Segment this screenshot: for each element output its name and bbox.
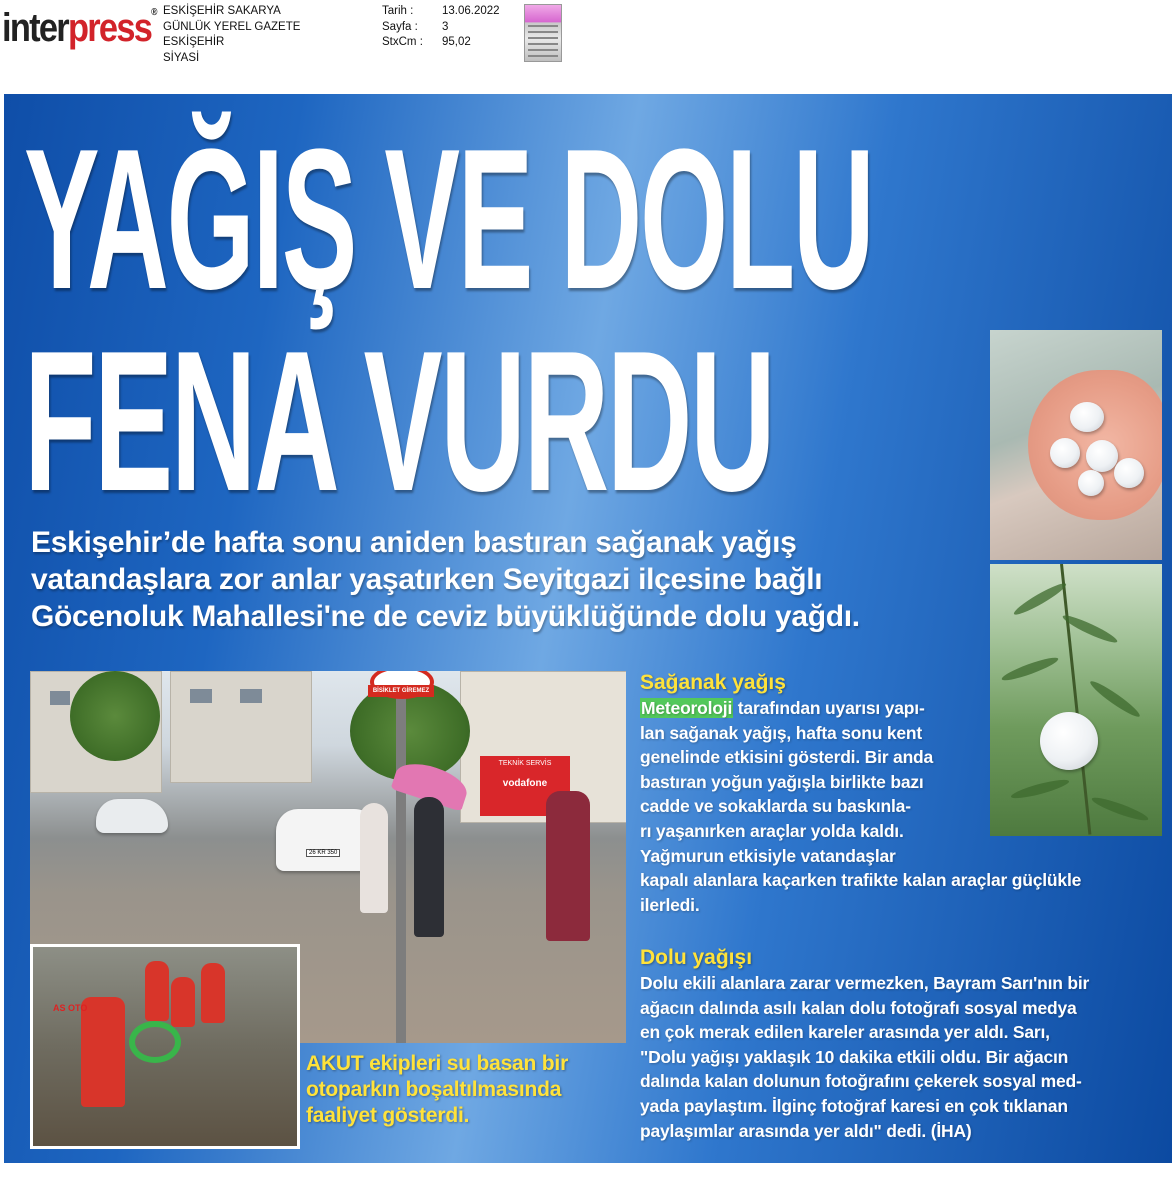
section-saganak-body: Meteoroloji tarafından uyarısı yapı- lan sağanak yağış, hafta sonu kent genelinde etkisini gösterdi. Bir anda bastıran yoğun yağışla birlikte bazı cadde ve sokaklarda su baskınla- rı yaşanırken araçlar yolda kaldı. Yağmurun etkisiyle vatandaşlar kapalı alanlara kaçarken trafikte kalan araçlar güçlükle ilerledi.: [640, 696, 1081, 917]
meta-stxcm: 95,02: [442, 36, 471, 48]
hail-in-hand-photo: [990, 330, 1162, 560]
rescue-worker: [81, 997, 125, 1107]
subheading-dolu: Dolu yağışı: [640, 946, 753, 969]
water-hose: [129, 1021, 181, 1063]
hailstone: [1086, 440, 1118, 472]
caption-line: otoparkın boşaltılmasında: [306, 1078, 562, 1101]
body-line: ilerledi.: [640, 894, 700, 915]
hailstone: [1078, 470, 1104, 496]
headline-line-2: FENA VURDU: [24, 310, 774, 533]
page-thumbnail[interactable]: [524, 4, 562, 62]
section-dolu-body: [640, 971, 1089, 1143]
lead-paragraph: [31, 524, 981, 635]
hailstone: [1114, 458, 1144, 488]
headline-line-1: YAĞIŞ VE DOLU: [24, 108, 873, 331]
body-line: Yağmurun etkisiyle vatandaşlar: [640, 845, 896, 866]
newspaper-clipping: [4, 94, 1172, 1163]
lead-line: Eskişehir’de hafta sonu aniden bastıran sağanak yağış: [31, 526, 797, 559]
shop-sign: vodafone: [502, 778, 548, 789]
rescue-worker: [145, 961, 169, 1021]
photo-caption: [306, 1051, 606, 1129]
body-line: cadde ve sokaklarda su baskınla-: [640, 796, 911, 817]
clipping-header: [0, 0, 1176, 92]
meta-line: ESKİŞEHİR: [163, 36, 225, 48]
body-line: kapalı alanlara kaçarken trafikte kalan araçlar güçlükle: [640, 870, 1082, 891]
pedestrian: [360, 803, 388, 913]
body-line: en çok merak edilen kareler arasında yer aldı. Sarı,: [640, 1022, 1050, 1043]
body-line: Dolu ekili alanlara zarar vermezken, Bayram Sarı'nın bir: [640, 973, 1090, 993]
service-sign: TEKNİK SERVİS: [498, 760, 552, 767]
publication-info: [163, 4, 300, 66]
meta-line: ESKİŞEHİR SAKARYA: [163, 5, 281, 17]
caption-line: faaliyet gösterdi.: [306, 1104, 470, 1127]
license-plate: 26 KR 350: [306, 849, 340, 857]
body-line: rı yaşanırken araçlar yolda kaldı.: [640, 820, 904, 841]
caption-line: AKUT ekipleri su basan bir: [306, 1052, 569, 1075]
bike-sign-label: BİSİKLET GİREMEZ: [368, 685, 434, 697]
rescue-worker: [201, 963, 225, 1023]
car: [96, 799, 168, 833]
body-line: "Dolu yağışı yaklaşık 10 dakika etkili oldu. Bir ağacın: [640, 1046, 1069, 1067]
clipping-meta: [382, 4, 500, 51]
pedestrian: [414, 797, 444, 937]
meta-line: GÜNLÜK YEREL GAZETE: [163, 20, 301, 33]
meta-line: SİYASİ: [163, 51, 200, 64]
meta-key: Sayfa :: [382, 20, 418, 33]
body-line: dalında kalan dolunun fotoğrafını çekerek sosyal med-: [640, 1071, 1082, 1092]
body-line: genelinde etkisini gösterdi. Bir anda: [640, 747, 934, 768]
meta-key: StxCm :: [382, 36, 423, 48]
interpress-logo: interpress®: [2, 6, 158, 50]
meta-key: Tarih :: [382, 5, 414, 17]
rescue-worker: [171, 977, 195, 1027]
lead-line: vatandaşlara zor anlar yaşatırken Seyitgazi ilçesine bağlı: [31, 563, 823, 596]
body-line: lan sağanak yağış, hafta sonu kent: [640, 722, 923, 743]
hailstone: [1070, 402, 1104, 432]
hailstone: [1050, 438, 1080, 468]
meteoroloji-highlight: Meteoroloji: [641, 698, 733, 718]
meta-date: 13.06.2022: [442, 5, 500, 17]
lead-line: Göcenoluk Mahallesi'ne de ceviz büyüklüğünde dolu yağdı.: [31, 600, 860, 633]
body-line: yada paylaştım. İlginç fotoğraf karesi en çok tıklanan: [640, 1095, 1068, 1116]
akut-team-photo: AS OTO: [30, 944, 300, 1149]
body-line: ağacın dalında asılı kalan dolu fotoğrafı sosyal medya: [640, 997, 1077, 1018]
sign-pole: [396, 681, 406, 1043]
subheading-saganak: Sağanak yağış: [640, 671, 786, 694]
meta-page: 3: [442, 20, 449, 33]
body-line: paylaşımlar arasında yer aldı" dedi. (İHA): [640, 1120, 972, 1141]
body-line: bastıran yoğun yağışla birlikte bazı: [640, 771, 924, 792]
pedestrian: [546, 791, 590, 941]
